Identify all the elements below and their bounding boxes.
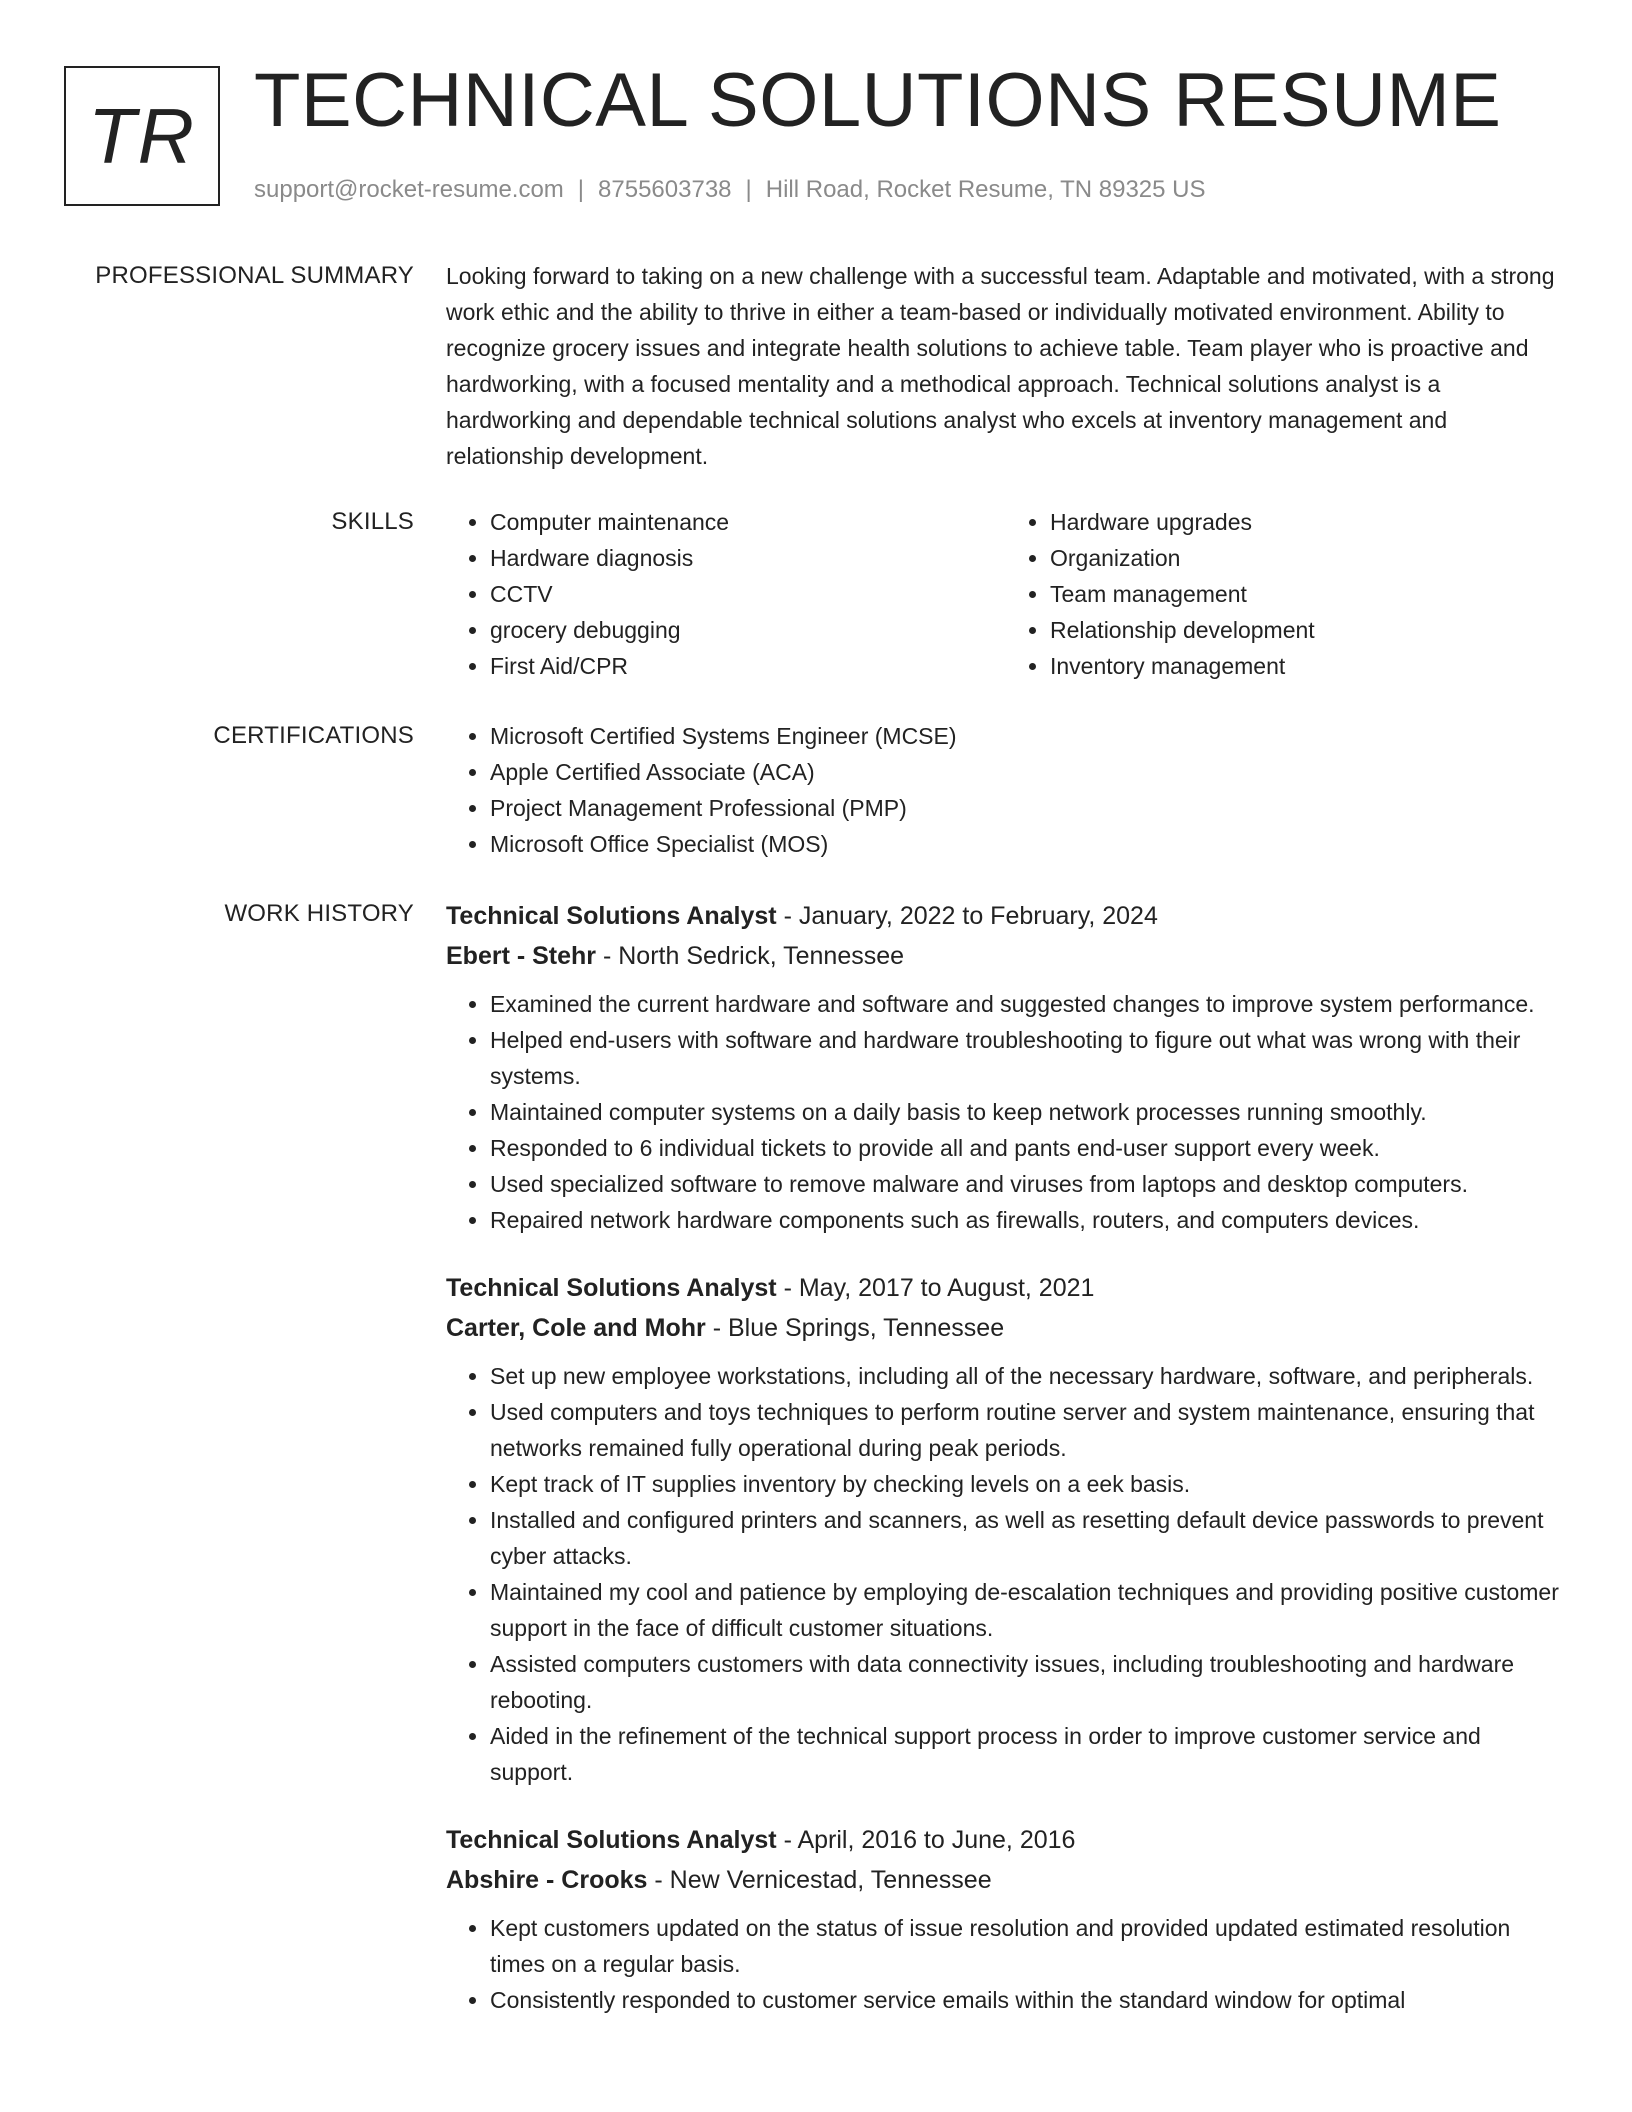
skills-heading: SKILLS	[331, 508, 414, 535]
job-company-line	[446, 1308, 1566, 1348]
contact-line	[254, 174, 1206, 206]
skill-item: • Hardware diagnosis	[490, 540, 1006, 576]
job-title: Technical Solutions Analyst	[446, 902, 777, 930]
job-title-line	[446, 1268, 1566, 1308]
job-duty: • Maintained my cool and patience by employing de-escalation techniques and providing positive customer support in the face of difficult customer situations.	[490, 1574, 1566, 1646]
job-duty: • Repaired network hardware components such as firewalls, routers, and computers devices.	[490, 1202, 1566, 1238]
skills-list-left	[446, 504, 1006, 684]
summary-text: Looking forward to taking on a new challenge with a successful team. Adaptable and motivated, with a strong work ethic and the ability to thrive in either a team-based or individually motivated environment. Ability to recognize grocery issues and integrate health solutions to achieve table. Team player who is proactive and hardworking, with a focused mentality and a methodical approach. Technical solutions analyst is a hardworking and dependable technical solutions analyst who excels at inventory management and relationship development.	[446, 263, 1555, 469]
job-duty: • Responded to 6 individual tickets to provide all and pants end-user support every week.	[490, 1130, 1566, 1166]
job-dates: - January, 2022 to February, 2024	[776, 902, 1158, 930]
job-duty: • Helped end-users with software and hardware troubleshooting to figure out what was wrong with their systems.	[490, 1022, 1566, 1094]
certification-item: • Microsoft Office Specialist (MOS)	[490, 826, 1566, 862]
job-location: - North Sedrick, Tennessee	[596, 942, 905, 970]
job-dates: - May, 2017 to August, 2021	[776, 1274, 1095, 1302]
skill-item: • grocery debugging	[490, 612, 1006, 648]
job-entry	[446, 896, 1566, 1238]
contact-email[interactable]: support@rocket-resume.com	[254, 176, 564, 203]
job-duty: • Assisted computers customers with data connectivity issues, including troubleshooting and hardware rebooting.	[490, 1646, 1566, 1718]
skill-item: • Computer maintenance	[490, 504, 1006, 540]
job-duty: • Examined the current hardware and software and suggested changes to improve system performance.	[490, 986, 1566, 1022]
skill-item: • Inventory management	[1050, 648, 1566, 684]
job-company: Ebert - Stehr	[446, 942, 597, 970]
certification-item: • Project Management Professional (PMP)	[490, 790, 1566, 826]
skills-columns	[446, 504, 1566, 684]
job-company-line	[446, 1860, 1566, 1900]
job-duty: • Kept track of IT supplies inventory by checking levels on a eek basis.	[490, 1466, 1566, 1502]
job-title: Technical Solutions Analyst	[446, 1826, 777, 1854]
job-title-line	[446, 896, 1566, 936]
contact-phone[interactable]: 8755603738	[598, 176, 732, 203]
monogram-logo: TR	[64, 66, 220, 206]
job-duty: • Consistently responded to customer service emails within the standard window for optimal	[490, 1982, 1566, 2018]
job-company: Carter, Cole and Mohr	[446, 1314, 706, 1342]
certification-item: • Apple Certified Associate (ACA)	[490, 754, 1566, 790]
skill-item: • First Aid/CPR	[490, 648, 1006, 684]
certifications-body	[446, 718, 1566, 862]
job-duty: • Kept customers updated on the status of issue resolution and provided updated estimated resolution times on a regular basis.	[490, 1910, 1566, 1982]
skills-body	[446, 504, 1566, 684]
job-location: - New Vernicestad, Tennessee	[647, 1866, 992, 1894]
resume-title: TECHNICAL SOLUTIONS RESUME	[254, 58, 1502, 143]
job-duties-list	[446, 986, 1566, 1238]
job-entry	[446, 1820, 1566, 2018]
summary-heading: PROFESSIONAL SUMMARY	[95, 262, 414, 289]
skill-item: • Relationship development	[1050, 612, 1566, 648]
certifications-heading: CERTIFICATIONS	[213, 722, 414, 749]
job-title-line	[446, 1820, 1566, 1860]
job-duty: • Maintained computer systems on a daily basis to keep network processes running smoothly.	[490, 1094, 1566, 1130]
job-duty: • Aided in the refinement of the technical support process in order to improve customer service and support.	[490, 1718, 1566, 1790]
skills-list-right	[1006, 504, 1566, 684]
skill-item: • Organization	[1050, 540, 1566, 576]
job-dates: - April, 2016 to June, 2016	[776, 1826, 1076, 1854]
job-entry	[446, 1268, 1566, 1790]
skill-item: • Team management	[1050, 576, 1566, 612]
contact-separator: |	[577, 176, 585, 203]
skill-item: • Hardware upgrades	[1050, 504, 1566, 540]
job-duty: • Set up new employee workstations, including all of the necessary hardware, software, and peripherals.	[490, 1358, 1566, 1394]
work-history-heading: WORK HISTORY	[224, 900, 414, 927]
job-location: - Blue Springs, Tennessee	[705, 1314, 1005, 1342]
job-duties-list	[446, 1358, 1566, 1790]
work-history-body	[446, 896, 1566, 2018]
certification-item: • Microsoft Certified Systems Engineer (MCSE)	[490, 718, 1566, 754]
job-duty: • Used specialized software to remove malware and viruses from laptops and desktop computers.	[490, 1166, 1566, 1202]
job-company-line	[446, 936, 1566, 976]
contact-separator: |	[745, 176, 752, 203]
job-title: Technical Solutions Analyst	[446, 1274, 777, 1302]
certifications-list	[446, 718, 1566, 862]
job-duties-list	[446, 1910, 1566, 2018]
skill-item: • CCTV	[490, 576, 1006, 612]
job-company: Abshire - Crooks	[446, 1866, 648, 1894]
job-duty: • Installed and configured printers and scanners, as well as resetting default device passwords to prevent cyber attacks.	[490, 1502, 1566, 1574]
contact-address: Hill Road, Rocket Resume, TN 89325 US	[765, 176, 1206, 203]
job-duty: • Used computers and toys techniques to perform routine server and system maintenance, ensuring that networks remained fully operational during peak periods.	[490, 1394, 1566, 1466]
